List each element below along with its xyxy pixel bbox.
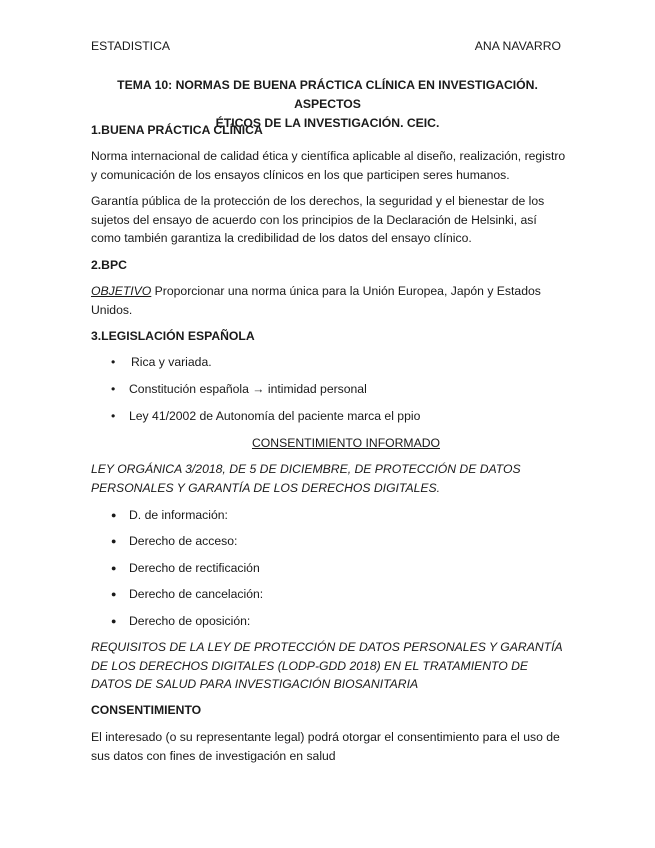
consent-heading: CONSENTIMIENTO bbox=[91, 703, 202, 717]
bullet-mark: ● bbox=[111, 616, 117, 626]
bullet-mark: • bbox=[111, 409, 116, 423]
section-2-objective bbox=[91, 282, 566, 319]
bullet-mark: ● bbox=[111, 563, 117, 573]
bullet-mark: ● bbox=[111, 510, 117, 520]
section-3-heading: 3.LEGISLACIÓN ESPAÑOLA bbox=[91, 329, 255, 343]
requirements-title: REQUISITOS DE LA LEY DE PROTECCIÓN DE DATOS PERSONALES Y GARANTÍA DE LOS DERECHOS DIGITALES (LODP-GDD 2018) EN EL TRATAMIENTO DE DATOS DE SALUD PARA INVESTIGACIÓN BIOSANITARIA bbox=[91, 640, 563, 691]
list-item-text: Derecho de oposición: bbox=[129, 614, 251, 628]
bullet-mark: • bbox=[111, 382, 116, 396]
list-item-text: Derecho de acceso: bbox=[129, 534, 238, 548]
list-item-text: Ley 41/2002 de Autonomía del paciente marca el ppio bbox=[129, 409, 421, 423]
list-item-text: Rica y variada. bbox=[131, 355, 212, 369]
objective-label: OBJETIVO bbox=[91, 284, 152, 298]
header-author: ANA NAVARRO bbox=[474, 39, 561, 53]
bullet-mark: ● bbox=[111, 589, 117, 599]
section-1-paragraph-2: Garantía pública de la protección de los derechos, la seguridad y el bienestar de los sujetos del ensayo de acuerdo con los principios de la Declaración de Helsinki, así como también garantiza la credibilidad de los datos del ensayo clínico. bbox=[91, 194, 545, 245]
title-line-2: ÉTICOS DE LA INVESTIGACIÓN. CEIC. bbox=[215, 116, 440, 130]
list-item-text: Derecho de rectificación bbox=[129, 561, 260, 575]
bullet-mark: ● bbox=[111, 536, 117, 546]
list-item-text: D. de información: bbox=[129, 508, 228, 522]
section-1-heading: 1.BUENA PRÁCTICA CLÍNICA bbox=[91, 123, 263, 137]
section-2-heading: 2.BPC bbox=[91, 258, 127, 272]
informed-consent-label: CONSENTIMIENTO INFORMADO bbox=[251, 436, 440, 450]
section-1-paragraph-1: Norma internacional de calidad ética y científica aplicable al diseño, realización, registro y comunicación de los ensayos clínicos en los que participen seres humanos. bbox=[91, 149, 566, 182]
organic-law-title: LEY ORGÁNICA 3/2018, DE 5 DE DICIEMBRE, DE PROTECCIÓN DE DATOS PERSONALES Y GARANTÍA DE LOS DERECHOS DIGITALES. bbox=[91, 462, 521, 495]
header-subject: ESTADISTICA bbox=[91, 39, 171, 53]
objective-text: Proporcionar una norma única para la Unión Europea, Japón y Estados Unidos. bbox=[91, 284, 541, 317]
list-item-text: Derecho de cancelación: bbox=[129, 587, 264, 601]
list-item-text: Constitución española → intimidad personal bbox=[129, 382, 367, 396]
consent-paragraph: El interesado (o su representante legal) podrá otorgar el consentimiento para el uso de sus datos con fines de investigación en salud bbox=[91, 730, 560, 763]
title-line-1: TEMA 10: NORMAS DE BUENA PRÁCTICA CLÍNICA EN INVESTIGACIÓN. ASPECTOS bbox=[117, 78, 538, 111]
bullet-mark: • bbox=[111, 355, 116, 369]
